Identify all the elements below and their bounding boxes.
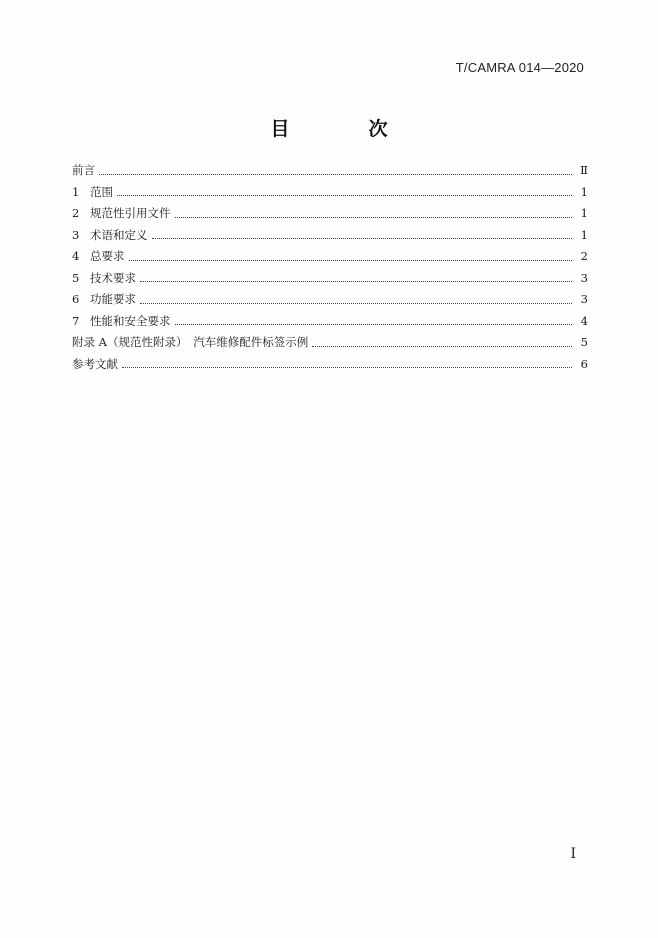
toc-entry-page: 1 — [580, 206, 588, 220]
toc-entry-label: 附录 A（规范性附录） 汽车维修配件标签示例 — [72, 335, 309, 349]
toc-leader-dots — [150, 225, 577, 247]
toc-entry-number: 5 — [72, 270, 80, 285]
toc-entry-number: 6 — [72, 292, 80, 306]
toc-leader-dots — [120, 354, 576, 376]
toc-entry-page: 1 — [580, 227, 588, 242]
toc-entry-appendix-a[interactable] — [72, 332, 588, 354]
toc-entry-functional-requirements[interactable] — [72, 289, 588, 311]
toc-entry-label: 参考文献 — [72, 356, 118, 371]
toc-entry-label: 功能要求 — [90, 292, 136, 306]
toc-entry-scope[interactable] — [72, 182, 588, 204]
toc-leader-dots — [173, 311, 577, 333]
toc-entry-number: 4 — [72, 249, 80, 263]
toc-leader-dots — [97, 160, 576, 182]
toc-entry-label: 规范性引用文件 — [90, 206, 171, 220]
toc-entry-page: 6 — [580, 356, 588, 371]
standard-code: T/CAMRA 014—2020 — [455, 60, 584, 75]
toc-entry-foreword[interactable] — [72, 160, 588, 182]
toc-entry-label: 技术要求 — [90, 270, 136, 285]
toc-entry-number: 7 — [72, 313, 80, 328]
toc-entry-normative-references[interactable] — [72, 203, 588, 225]
toc-leader-dots — [138, 289, 576, 311]
toc-entry-number: 1 — [72, 184, 80, 199]
toc-entry-label: 总要求 — [90, 249, 125, 263]
toc-entry-number: 2 — [72, 206, 80, 220]
toc-leader-dots — [127, 246, 577, 268]
toc-entry-label: 前言 — [72, 163, 95, 177]
toc-entry-page: Ⅱ — [580, 163, 588, 177]
toc-entry-page: 3 — [580, 292, 588, 306]
toc-entry-label: 术语和定义 — [90, 227, 148, 242]
toc-entry-bibliography[interactable] — [72, 354, 588, 376]
toc-leader-dots — [310, 332, 576, 354]
page-number: I — [570, 846, 576, 862]
toc-entry-general-requirements[interactable] — [72, 246, 588, 268]
toc-entry-performance-safety[interactable] — [72, 311, 588, 333]
toc-title: 目 次 — [270, 118, 418, 140]
toc-leader-dots — [115, 182, 576, 204]
toc-entry-label: 性能和安全要求 — [90, 313, 171, 328]
toc-entry-page: 2 — [580, 249, 588, 263]
toc-entry-page: 5 — [580, 335, 588, 349]
toc-entry-label: 范围 — [90, 184, 113, 199]
toc-leader-dots — [173, 203, 577, 225]
table-of-contents — [72, 160, 588, 375]
toc-entry-terms-definitions[interactable] — [72, 225, 588, 247]
toc-entry-page: 4 — [580, 313, 588, 328]
toc-entry-number: 3 — [72, 227, 80, 242]
toc-entry-technical-requirements[interactable] — [72, 268, 588, 290]
toc-entry-page: 1 — [580, 184, 588, 199]
toc-leader-dots — [138, 268, 576, 290]
toc-entry-page: 3 — [580, 270, 588, 285]
